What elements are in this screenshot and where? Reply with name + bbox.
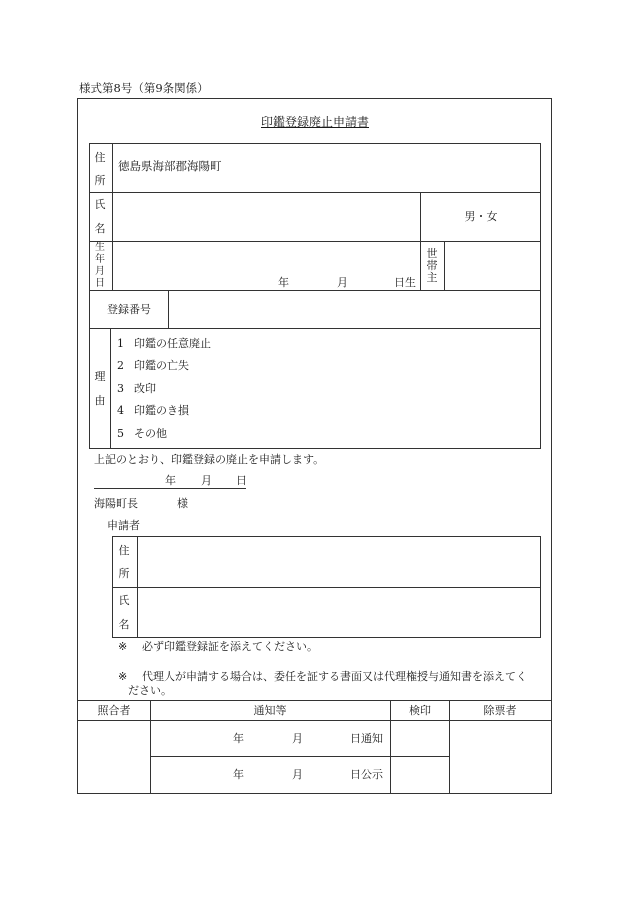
sex-options[interactable]: 男・女 [464,210,498,223]
statement: 上記のとおり、印鑑登録の廃止を申請します。 [94,453,325,466]
reason-4-number: 4 [117,404,124,417]
name-field[interactable] [114,195,418,239]
address-label-2: 所 [94,174,106,187]
date-underline [94,488,246,489]
birth-month: 月 [337,276,348,289]
requester-name-label-2: 名 [118,618,130,631]
header-removal: 除票者 [483,704,517,717]
form-number: 様式第8号（第9条関係） [79,81,209,95]
date-day: 日 [236,474,247,487]
requester-address-field[interactable] [139,538,539,585]
address-value[interactable]: 徳島県海部郡海陽町 [118,159,222,173]
requester-address-label-1: 住 [118,544,130,557]
householder-label-1: 世 [426,247,438,260]
office-row-2-month: 月 [292,768,303,781]
requester-address-label-2: 所 [118,567,130,580]
office-row-1-year: 年 [233,732,244,745]
requester-label: 申請者 [107,519,140,532]
form-title: 印鑑登録廃止申請書 [260,115,370,129]
date-month: 月 [201,474,212,487]
reason-3-number: 3 [117,382,124,395]
date-year: 年 [165,474,176,487]
householder-label-2: 帯 [426,259,438,272]
note-2-text-continued: ださい。 [128,684,172,697]
reason-label-1: 理 [94,370,106,383]
reason-5-text[interactable]: その他 [134,427,167,440]
registration-number-label: 登録番号 [107,303,151,316]
birth-label-4: 日 [95,278,105,289]
note-1-text: 必ず印鑑登録証を添えてください。 [142,640,318,653]
office-row-2-year: 年 [233,768,244,781]
note-2-text: 代理人が申請する場合は、委任を証する書面又は代理権授与通知書を添えてく [142,670,527,683]
birth-label-1: 生 [95,242,105,253]
requester-name-field[interactable] [139,589,539,636]
birth-year: 年 [278,276,289,289]
office-row-1-month: 月 [292,732,303,745]
reason-2-text[interactable]: 印鑑の亡失 [134,359,189,372]
name-label-1: 氏 [94,198,106,211]
requester-name-label-1: 氏 [118,594,130,607]
birth-label-2: 年 [95,254,105,265]
birth-day: 日生 [394,276,416,289]
name-label-2: 名 [94,222,106,235]
address-label-1: 住 [94,151,106,164]
reason-5-number: 5 [117,427,124,440]
reason-1-text[interactable]: 印鑑の任意廃止 [134,337,211,350]
reason-label-2: 由 [94,394,106,407]
reason-2-number: 2 [117,359,124,372]
office-row-1-day: 日通知 [350,732,383,745]
reason-4-text[interactable]: 印鑑のき損 [134,404,189,417]
householder-label-3: 主 [426,271,438,284]
reason-1-number: 1 [117,337,124,350]
addressee-honorific: 様 [177,497,188,510]
registration-number-field[interactable] [170,292,539,327]
header-inspection: 検印 [409,704,431,717]
reason-3-text[interactable]: 改印 [134,382,156,395]
note-2-mark: ※ [118,670,128,683]
birth-label-3: 月 [95,266,105,277]
office-row-2-day: 日公示 [350,768,383,781]
header-checker: 照合者 [97,704,131,717]
note-1-mark: ※ [118,640,128,653]
addressee-office: 海陽町長 [94,497,138,510]
header-notification: 通知等 [253,704,287,717]
householder-field[interactable] [446,243,539,289]
